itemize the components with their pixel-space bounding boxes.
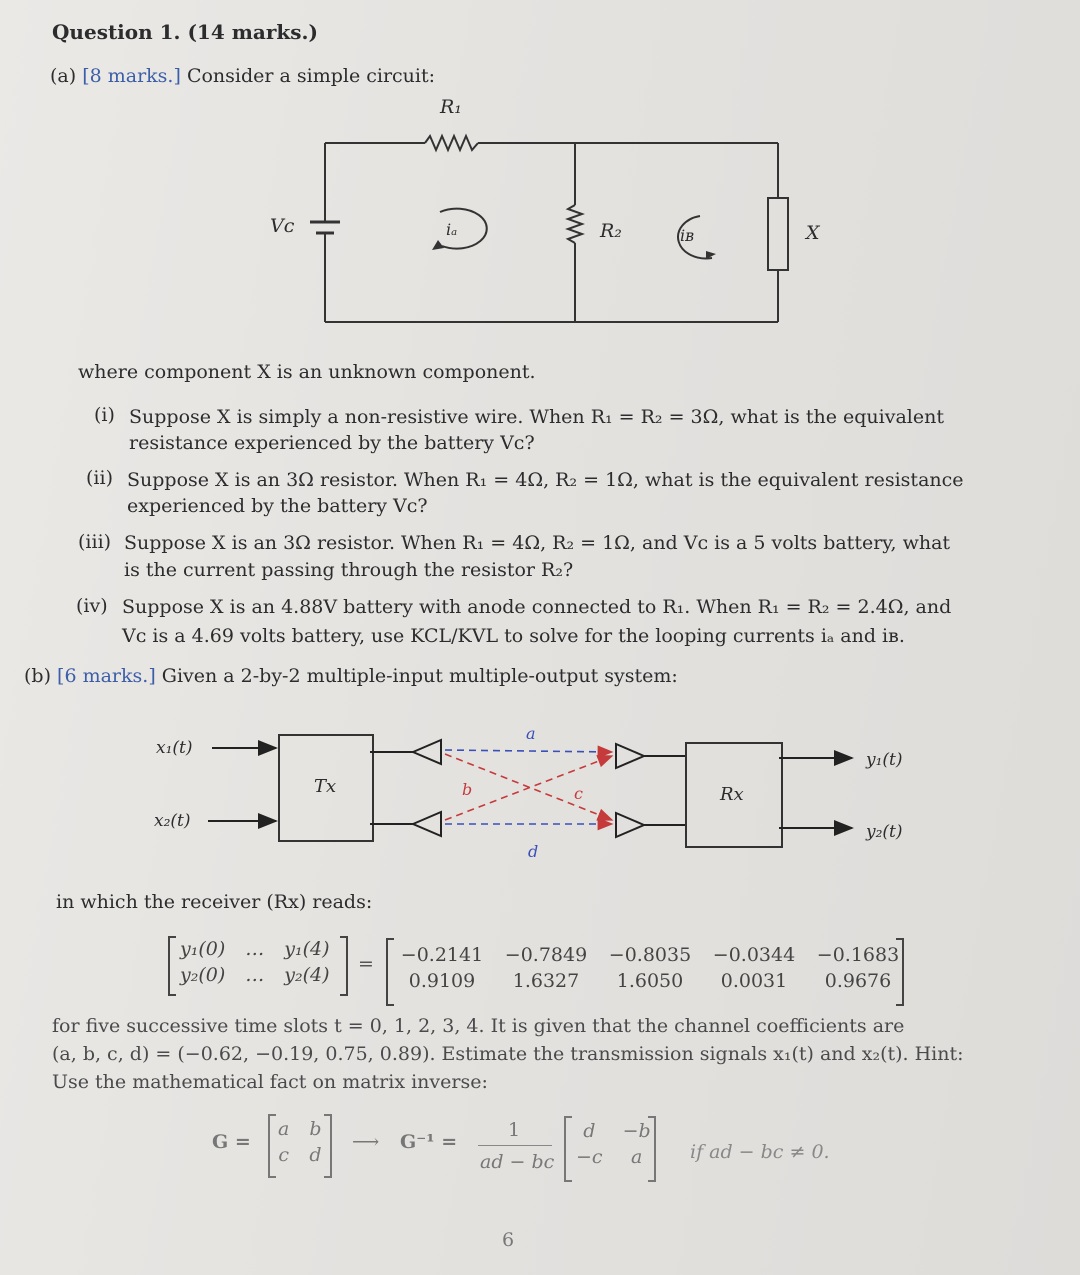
item-ii-num: (ii): [86, 467, 113, 489]
circuit-diagram: [0, 0, 1080, 360]
text-line-1: for five successive time slots t = 0, 1, 2, 3, 4. It is given that the channel coefficients are: [52, 1015, 905, 1037]
part-b-intro: Given a 2-by-2 multiple-input multiple-output system:: [161, 665, 678, 687]
label-x: X: [806, 222, 820, 244]
inv-matrix: [566, 1118, 661, 1170]
resistor-r2-zigzag: [568, 205, 582, 243]
part-a-label: (a): [50, 65, 77, 87]
label-ia: iₐ: [446, 220, 458, 239]
rhs-cell: 1.6050: [616, 970, 684, 992]
resistor-r1-zigzag: [425, 136, 478, 150]
item-iii-num: (iii): [78, 531, 112, 553]
component-x-box: [768, 198, 788, 270]
page-number: 6: [502, 1229, 515, 1251]
path-a-line: [445, 750, 612, 752]
item-ii-line1: Suppose X is an 3Ω resistor. When R₁ = 4Ω, R₂ = 1Ω, what is the equivalent resistance: [127, 469, 964, 491]
label-x1: x₁(t): [156, 738, 193, 758]
item-i-num: (i): [94, 404, 115, 426]
item-iv-line1: Suppose X is an 4.88V battery with anode connected to R₁. When R₁ = R₂ = 2.4Ω, and: [122, 596, 952, 618]
rx-antenna-top: [616, 744, 644, 768]
label-y2: y₂(t): [866, 822, 903, 842]
rhs-cell: 1.6327: [512, 970, 580, 992]
question-title: Question 1. (14 marks.): [52, 20, 318, 44]
part-b-header: [24, 664, 678, 688]
lhs-cell: …: [245, 938, 265, 960]
receiver-text: in which the receiver (Rx) reads:: [56, 891, 373, 913]
item-iv-num: (iv): [76, 595, 108, 617]
rhs-cell: −0.0344: [712, 944, 796, 966]
inv-cell: a: [630, 1146, 643, 1168]
rhs-cell: −0.8035: [608, 944, 692, 966]
label-d: d: [528, 842, 539, 861]
label-c: c: [574, 784, 583, 803]
inv-cell: d: [583, 1120, 596, 1142]
label-ib: iʙ: [680, 226, 695, 245]
rhs-cell: −0.7849: [504, 944, 588, 966]
part-a-intro: Consider a simple circuit:: [186, 65, 436, 87]
label-vc: Vᴄ: [270, 215, 295, 237]
item-i-line1: Suppose X is simply a non-resistive wire. When R₁ = R₂ = 3Ω, what is the equivalent: [129, 406, 944, 428]
matrix-rhs: [390, 942, 910, 994]
label-a: a: [526, 724, 536, 743]
label-rx: Rx: [720, 784, 744, 805]
hint-arrow: ⟶: [352, 1131, 380, 1153]
g-cell: b: [309, 1118, 322, 1140]
equals-sign: =: [358, 953, 374, 975]
rhs-cell: 0.9109: [408, 970, 476, 992]
label-b: b: [462, 780, 473, 799]
text-line-3: Use the mathematical fact on matrix inverse:: [52, 1071, 488, 1093]
g-cell: d: [309, 1144, 322, 1166]
loop-ia-arrowhead: [432, 240, 444, 250]
part-a-marks: [8 marks.]: [82, 65, 181, 87]
label-r2: R₂: [600, 220, 622, 242]
tx-antenna-bottom: [413, 812, 441, 836]
label-y1: y₁(t): [866, 750, 903, 770]
rhs-bracket-right: [896, 938, 904, 1006]
rhs-cell: 0.9676: [824, 970, 892, 992]
g-matrix: [268, 1116, 332, 1168]
hint-condition: if ad − bc ≠ 0.: [690, 1141, 830, 1163]
hint-ginv-label: G⁻¹ =: [400, 1131, 458, 1153]
hint-fraction-den: ad − bc: [480, 1151, 555, 1173]
g-cell: a: [278, 1118, 290, 1140]
item-ii-line2: experienced by the battery Vᴄ?: [127, 495, 428, 517]
inv-cell: −c: [576, 1146, 603, 1168]
item-iii-line2: is the current passing through the resistor R₂?: [124, 559, 574, 581]
lhs-cell: y₂(4): [284, 964, 330, 986]
text-line-2: (a, b, c, d) = (−0.62, −0.19, 0.75, 0.89). Estimate the transmission signals x₁(t) and x₂(t). Hint:: [52, 1043, 964, 1065]
hint-g-label: G =: [212, 1131, 251, 1153]
inv-cell: −b: [622, 1120, 651, 1142]
lhs-cell: …: [245, 964, 265, 986]
rhs-cell: −0.1683: [816, 944, 900, 966]
label-x2: x₂(t): [154, 811, 191, 831]
item-iii-line1: Suppose X is an 3Ω resistor. When R₁ = 4Ω, R₂ = 1Ω, and Vᴄ is a 5 volts battery, what: [124, 532, 951, 554]
lhs-cell: y₁(0): [180, 938, 226, 960]
g-bracket-right: [324, 1114, 332, 1178]
hint-fraction-num: 1: [508, 1119, 521, 1141]
item-i-line2: resistance experienced by the battery Vᴄ?: [129, 432, 535, 454]
lhs-cell: y₂(0): [180, 964, 226, 986]
where-text: where component X is an unknown component.: [78, 361, 536, 383]
label-r1: R₁: [440, 96, 462, 118]
rhs-cell: 0.0031: [720, 970, 788, 992]
rhs-cell: −0.2141: [400, 944, 484, 966]
hint-fraction-bar: [478, 1145, 552, 1146]
item-iv-line2: Vᴄ is a 4.69 volts battery, use KCL/KVL to solve for the looping currents iₐ and iʙ.: [122, 625, 905, 647]
lhs-cell: y₁(4): [284, 938, 330, 960]
lhs-bracket-right: [340, 936, 348, 996]
inv-bracket-right: [648, 1116, 656, 1182]
part-b-label: (b): [24, 665, 51, 687]
part-b-marks: [6 marks.]: [57, 665, 156, 687]
matrix-lhs: [170, 936, 340, 988]
mimo-diagram: [0, 700, 1080, 880]
tx-antenna-top: [413, 740, 441, 764]
rx-antenna-bottom: [616, 813, 644, 837]
label-tx: Tx: [314, 776, 337, 797]
g-cell: c: [278, 1144, 289, 1166]
